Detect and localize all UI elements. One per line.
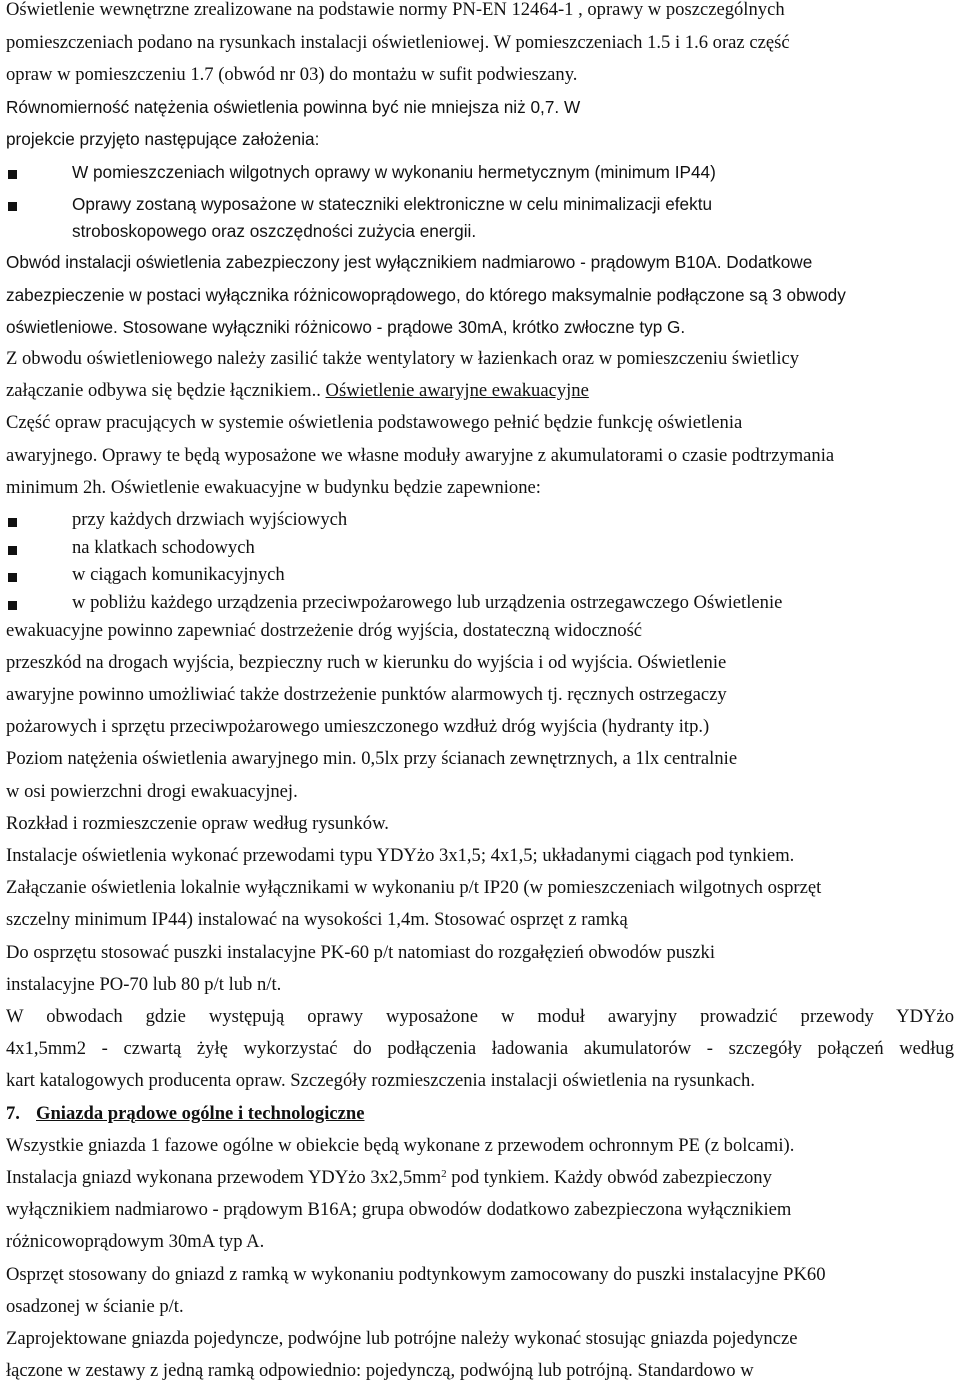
section-number: 7. <box>6 1103 20 1124</box>
paragraph-line: wyłącznikiem nadmiarowo - prądowym B16A; grupa obwodów dodatkowo zabezpieczona wyłącznikiem <box>6 1199 792 1220</box>
paragraph-line: zabezpieczenie w postaci wyłącznika różnicowoprądowego, do którego maksymalnie podłączone są 3 obwody <box>6 285 846 305</box>
paragraph-line: instalacyjne PO-70 lub 80 p/t lub n/t. <box>6 974 282 995</box>
bullet-icon <box>8 546 17 555</box>
paragraph-line: W obwodach gdzie występują oprawy wyposażone w moduł awaryjny prowadzić przewody YDYżo <box>6 1006 954 1027</box>
bullet-icon <box>8 518 17 527</box>
paragraph-text: załączanie odbywa się będzie łącznikiem.. <box>6 380 326 401</box>
list-item-continuation: stroboskopowego oraz oszczędności zużycia energii. <box>72 221 477 241</box>
paragraph-line: Poziom natężenia oświetlenia awaryjnego min. 0,5lx przy ścianach zewnętrznych, a 1lx centralnie <box>6 748 738 769</box>
paragraph-line: Załączanie oświetlenia lokalnie wyłącznikami w wykonaniu p/t IP20 (w pomieszczeniach wilgotnych osprzęt <box>6 877 822 898</box>
paragraph-line: pożarowych i sprzętu przeciwpożarowego umieszczonego wzdłuż dróg wyjścia (hydranty itp.) <box>6 716 710 737</box>
bullet-icon <box>8 601 17 610</box>
paragraph-line: kart katalogowych producenta opraw. Szczegóły rozmieszczenia instalacji oświetlenia na rysunkach. <box>6 1070 755 1091</box>
paragraph-line: łączone w zestawy z jedną ramką odpowiednio: pojedynczą, podwójną lub potrójną. Standardowo w <box>6 1360 754 1381</box>
paragraph-line: opraw w pomieszczeniu 1.7 (obwód nr 03) do montażu w sufit podwieszany. <box>6 64 578 85</box>
superscript: 2 <box>441 1168 447 1180</box>
paragraph-line: awaryjne powinno umożliwiać także dostrzeżenie punktów alarmowych tj. ręcznych ostrzegaczy <box>6 684 727 705</box>
paragraph-text: pod tynkiem. Każdy obwód zabezpieczony <box>446 1167 772 1188</box>
paragraph-line: Osprzęt stosowany do gniazd z ramką w wykonaniu podtynkowym zamocowany do puszki instalacyjne PK60 <box>6 1264 826 1285</box>
list-item: W pomieszczeniach wilgotnych oprawy w wykonaniu hermetycznym (minimum IP44) <box>72 162 716 182</box>
bullet-icon <box>8 202 17 211</box>
bullet-icon <box>8 170 17 179</box>
list-item: w ciągach komunikacyjnych <box>72 564 285 585</box>
paragraph-line: w osi powierzchni drogi ewakuacyjnej. <box>6 781 298 802</box>
paragraph-line: osadzonej w ścianie p/t. <box>6 1296 184 1317</box>
paragraph-line: szczelny minimum IP44) instalować na wysokości 1,4m. Stosować osprzęt z ramką <box>6 909 628 930</box>
paragraph-text: Instalacja gniazd wykonana przewodem YDYżo 3x2,5mm <box>6 1167 442 1188</box>
paragraph-line: minimum 2h. Oświetlenie ewakuacyjne w budynku będzie zapewnione: <box>6 477 541 498</box>
paragraph-line: przeszkód na drogach wyjścia, bezpieczny ruch w kierunku do wyjścia i od wyjścia. Oświetlenie <box>6 652 727 673</box>
paragraph-line: Do osprzętu stosować puszki instalacyjne PK-60 p/t natomiast do rozgałęzień obwodów puszki <box>6 942 715 963</box>
paragraph-line <box>6 380 589 402</box>
list-item: Oprawy zostaną wyposażone w stateczniki elektroniczne w celu minimalizacji efektu <box>72 194 713 214</box>
paragraph-line: projekcie przyjęto następujące założenia: <box>6 129 320 149</box>
paragraph-line: Równomierność natężenia oświetlenia powinna być nie mniejsza niż 0,7. W <box>6 97 581 117</box>
paragraph-line: oświetleniowe. Stosowane wyłączniki różnicowo - prądowe 30mA, krótko zwłoczne typ G. <box>6 317 686 337</box>
paragraph-line: Wszystkie gniazda 1 fazowe ogólne w obiekcie będą wykonane z przewodem ochronnym PE (z bolcami). <box>6 1135 795 1156</box>
paragraph-line: Z obwodu oświetleniowego należy zasilić także wentylatory w łazienkach oraz w pomieszczeniu świetlicy <box>6 348 800 369</box>
paragraph-line: pomieszczeniach podano na rysunkach instalacji oświetleniowej. W pomieszczeniach 1.5 i 1.6 oraz część <box>6 32 790 53</box>
list-item: w pobliżu każdego urządzenia przeciwpożarowego lub urządzenia ostrzegawczego Oświetlenie <box>72 592 783 613</box>
paragraph-line: Instalacje oświetlenia wykonać przewodami typu YDYżo 3x1,5; 4x1,5; układanymi ciągach pod tynkiem. <box>6 845 795 866</box>
paragraph-line: Oświetlenie wewnętrzne zrealizowane na podstawie normy PN-EN 12464-1 , oprawy w poszczególnych <box>6 0 785 20</box>
list-item: przy każdych drzwiach wyjściowych <box>72 509 348 530</box>
section-heading-emergency-lighting: Oświetlenie awaryjne ewakuacyjne <box>325 380 589 401</box>
list-item: na klatkach schodowych <box>72 537 255 558</box>
section-heading-sockets: Gniazda prądowe ogólne i technologiczne <box>36 1103 365 1124</box>
paragraph-line: Obwód instalacji oświetlenia zabezpieczony jest wyłącznikiem nadmiarowo - prądowym B10A. Dodatkowe <box>6 252 813 272</box>
paragraph-line <box>6 1167 772 1189</box>
paragraph-line: różnicowoprądowym 30mA typ A. <box>6 1231 265 1252</box>
paragraph-line: ewakuacyjne powinno zapewniać dostrzeżenie dróg wyjścia, dostateczną widoczność <box>6 620 643 641</box>
bullet-icon <box>8 573 17 582</box>
paragraph-line: Część opraw pracujących w systemie oświetlenia podstawowego pełnić będzie funkcję oświetlenia <box>6 412 743 433</box>
paragraph-line: 4x1,5mm2 - czwartą żyłę wykorzystać do podłączenia ładowania akumulatorów - szczegóły połączeń według <box>6 1038 954 1059</box>
paragraph-line: Rozkład i rozmieszczenie opraw według rysunków. <box>6 813 389 834</box>
paragraph-line: Zaprojektowane gniazda pojedyncze, podwójne lub potrójne należy wykonać stosując gniazda pojedyncze <box>6 1328 798 1349</box>
paragraph-line: awaryjnego. Oprawy te będą wyposażone we własne moduły awaryjne z akumulatorami o czasie podtrzymania <box>6 445 835 466</box>
